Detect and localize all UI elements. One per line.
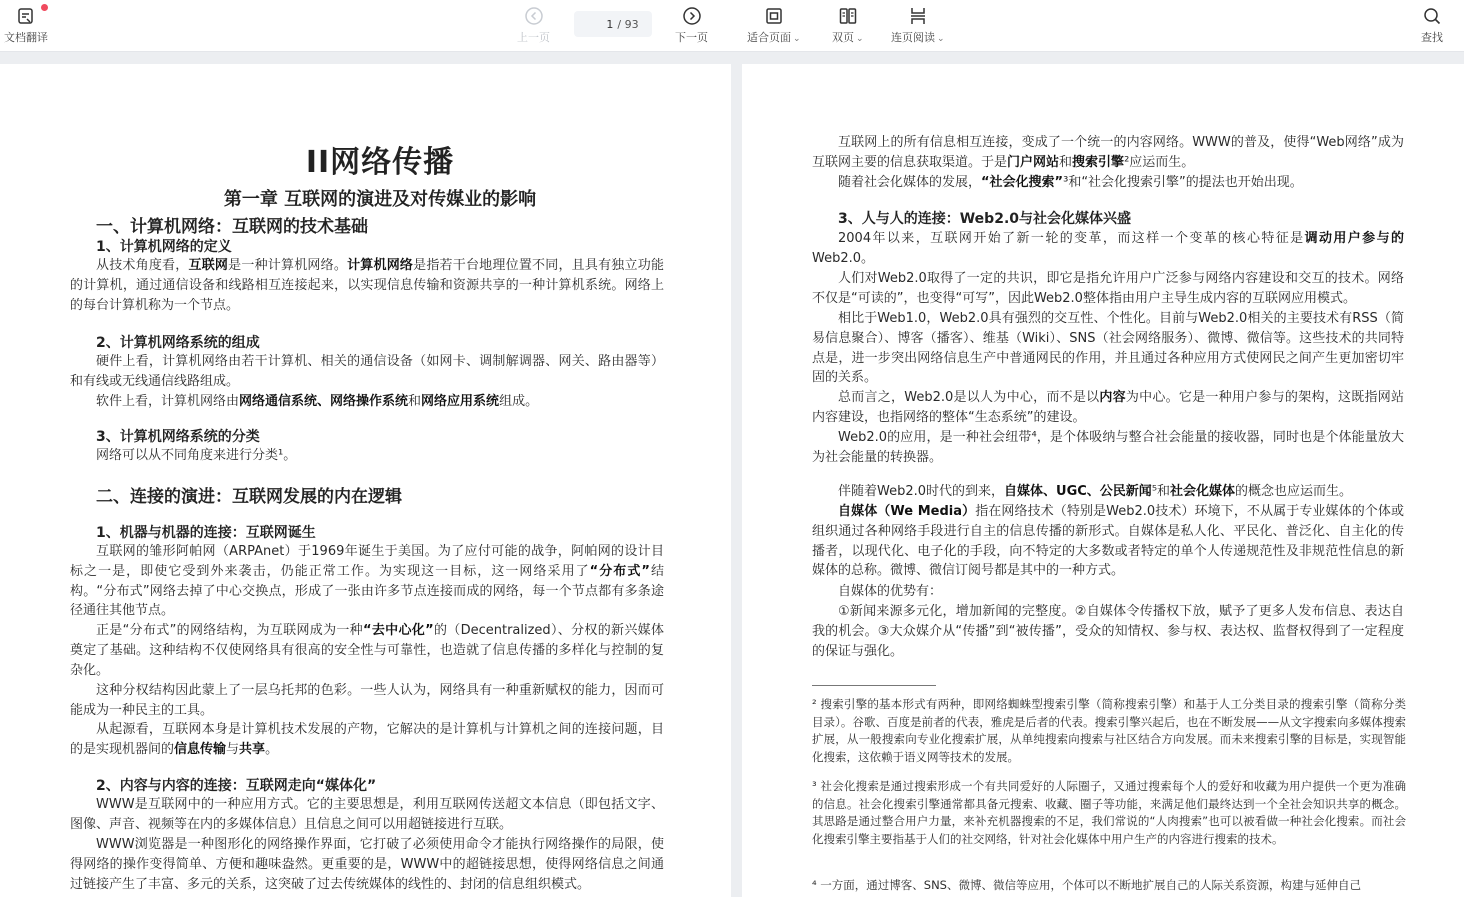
- arrow-left-circle-icon: [524, 6, 544, 26]
- document-page-left: [0, 64, 731, 897]
- paragraph: Web2.0的应用，是一种社会纽带⁴，是个体吸纳与整合社会能量的接收器，同时也是个体能量放大为社会能量的转换器。: [812, 430, 1404, 465]
- page-total: / 93: [617, 17, 639, 31]
- section-heading: 二、连接的演进：互联网发展的内在逻辑: [96, 487, 402, 507]
- paragraph: 伴随着Web2.0时代的到来，自媒体、UGC、公民新闻⁵和社会化媒体的概念也应运而生。: [838, 484, 1353, 499]
- paragraph: WWW是互联网中的一种应用方式。它的主要思想是，利用互联网传送超文本信息（即包括文字、图像、声音、视频等在内的多媒体信息）且信息之间可以用超链接进行互联。: [70, 797, 664, 832]
- double-page-icon: [838, 6, 858, 26]
- translate-label: 文档翻译: [4, 31, 48, 44]
- search-icon: [1422, 6, 1442, 26]
- paragraph: 正是“分布式”的网络结构，为互联网成为一种“去中心化”的（Decentralized）、分权的新兴媒体奠定了基础。这种结构不仅使网络具有很高的安全性与可靠性，也造就了信息传播的多样化与控制的复杂化。: [70, 623, 664, 678]
- paragraph: 互联网上的所有信息相互连接，变成了一个统一的内容网络。WWW的普及，使得“Web网络”成为互联网主要的信息获取渠道。于是门户网站和搜索引擎²应运而生。: [812, 135, 1404, 170]
- paragraph: 自媒体的优势有：: [838, 584, 943, 599]
- chevron-down-icon: ⌄: [793, 34, 801, 44]
- subsection-heading: 3、计算机网络系统的分类: [96, 429, 260, 445]
- paragraph: 从技术角度看，互联网是一种计算机网络。计算机网络是指若干台地理位置不同，且具有独立功能的计算机，通过通信设备和线路相互连接起来，以实现信息传输和资源共享的一种计算机系统。网络上的每台计算机称为一个节点。: [70, 258, 664, 313]
- paragraph: 相比于Web1.0，Web2.0具有强烈的交互性、个性化。目前与Web2.0相关的主要技术有RSS（简易信息聚合）、博客（播客）、维基（Wiki）、SNS（社会网络服务）、微博、微信等。这些技术的共同特点是，进一步突出网络信息生产中普通网民的作用，并且通过各种应用方式使网民之间产生更加密切牢固的关系。: [812, 311, 1404, 386]
- translate-button[interactable]: [4, 6, 48, 45]
- subsection-heading: 3、人与人的连接：Web2.0与社会化媒体兴盛: [838, 211, 1132, 227]
- paragraph: 人们对Web2.0取得了一定的共识，即它是指允许用户广泛参与网络内容建设和交互的技术。网络不仅是“可读的”，也变得“可写”，因此Web2.0整体指由用户主导生成内容的互联网应用模式。: [812, 271, 1404, 306]
- continuous-read-dropdown[interactable]: [891, 6, 945, 45]
- subsection-heading: 2、内容与内容的连接：互联网走向“媒体化”: [96, 778, 377, 794]
- notification-dot: [41, 4, 48, 11]
- paragraph: 互联网的雏形阿帕网（ARPAnet）于1969年诞生于美国。为了应付可能的战争，阿帕网的设计目标之一是，即使它受到外来袭击，仍能正常工作。为实现这一目标，这一网络采用了“分布式”结构。“分布式”网络去掉了中心交换点，形成了一张由许多节点连接而成的网络，每一个节点都有多条途径通往其他节点。: [70, 544, 664, 619]
- chevron-down-icon: ⌄: [856, 34, 864, 44]
- paragraph: 软件上看，计算机网络由网络通信系统、网络操作系统和网络应用系统组成。: [96, 394, 539, 409]
- subsection-heading: 2、计算机网络系统的组成: [96, 335, 260, 351]
- search-button[interactable]: [1421, 6, 1443, 45]
- document-title: II网络传播: [305, 145, 455, 180]
- paragraph: ①新闻来源多元化，增加新闻的完整度。②自媒体令传播权下放，赋予了更多人发布信息、表达自我的机会。③大众媒介从“传播”到“被传播”，受众的知情权、参与权、表达权、监督权得到了一定程度的保证与强化。: [812, 604, 1404, 659]
- footnote: ⁴ 一方面，通过博客、SNS、微博、微信等应用，个体可以不断地扩展自己的人际关系资源，构建与延伸自己: [812, 878, 1361, 892]
- search-label: 查找: [1421, 31, 1443, 44]
- fit-page-dropdown[interactable]: [747, 6, 801, 45]
- viewer-toolbar: [0, 0, 1464, 52]
- paragraph: 硬件上看，计算机网络由若干计算机、相关的通信设备（如网卡、调制解调器、网关、路由器等）和有线或无线通信线路组成。: [70, 354, 664, 389]
- page-indicator: [574, 11, 652, 37]
- next-page-label: 下一页: [675, 31, 708, 44]
- paragraph: 自媒体（We Media）指在网络技术（特别是Web2.0技术）环境下，不从属于专业媒体的个体或组织通过各种网络手段进行自主的信息传播的新形式。自媒体是私人化、平民化、普泛化、自主化的传播者，以现代化、电子化的手段，向不特定的大多数或者特定的单个人传递规范性及非规范性信息的新媒体的总称。微博、微信订阅号都是其中的一种方式。: [812, 504, 1404, 579]
- footnote-divider: [812, 685, 936, 686]
- page-number-input[interactable]: [587, 18, 613, 31]
- prev-page-button[interactable]: [517, 6, 550, 45]
- double-page-dropdown[interactable]: [832, 6, 864, 45]
- paragraph: 这种分权结构因此蒙上了一层乌托邦的色彩。一些人认为，网络具有一种重新赋权的能力，因而可能成为一种民主的工具。: [70, 683, 664, 718]
- chevron-down-icon: ⌄: [937, 34, 945, 44]
- translate-doc-icon: [16, 6, 36, 26]
- continuous-scroll-icon: [908, 6, 928, 26]
- arrow-right-circle-icon: [682, 6, 702, 26]
- document-page-right: [742, 64, 1464, 897]
- subsection-heading: 1、机器与机器的连接：互联网诞生: [96, 525, 316, 541]
- paragraph: 网络可以从不同角度来进行分类¹。: [96, 448, 297, 463]
- paragraph: 从起源看，互联网本身是计算机技术发展的产物，它解决的是计算机与计算机之间的连接问题，目的是实现机器间的信息传输与共享。: [70, 722, 664, 757]
- fit-page-icon: [764, 6, 784, 26]
- paragraph: 随着社会化媒体的发展，“社会化搜索”³和“社会化搜索引擎”的提法也开始出现。: [838, 175, 1303, 190]
- paragraph: WWW浏览器是一种图形化的网络操作界面，它打破了必须使用命令才能执行网络操作的局限，使得网络的操作变得简单、方便和趣味盎然。更重要的是，WWW中的超链接思想，使得网络信息之间通过链接产生了丰富、多元的关系，这突破了过去传统媒体的线性的、封闭的信息组织模式。: [70, 837, 664, 892]
- paragraph: 2004年以来，互联网开始了新一轮的变革，而这样一个变革的核心特征是调动用户参与的Web2.0。: [812, 231, 1404, 266]
- prev-page-label: 上一页: [517, 31, 550, 44]
- footnote: ² 搜索引擎的基本形式有两种，即网络蜘蛛型搜索引擎（简称搜索引擎）和基于人工分类目录的搜索引擎（简称分类目录）。谷歌、百度是前者的代表，雅虎是后者的代表。搜索引擎兴起后，也在不断发展——从文字搜索向多媒体搜索扩展，从一般搜索向专业化搜索扩展，从单纯搜索向搜索与社区结合方向发展。而未来搜索引擎的目标是，实现智能化搜索，这依赖于语义网等技术的发展。: [812, 697, 1406, 764]
- footnote: ³ 社会化搜索是通过搜索形成一个有共同爱好的人际圈子，又通过搜索每个人的爱好和收藏为用户提供一个更为准确的信息。社会化搜索引擎通常都具备元搜索、收藏、圈子等功能，来满足他们最终达到一个全社会知识共享的概念。其思路是通过整合用户力量，来补充机器搜索的不足，我们常说的“人肉搜索”也可以被看做一种社会化搜索。而社会化搜索引擎主要指基于人们的社交网络，针对社会化媒体中用户生产的内容进行搜索的技术。: [812, 779, 1406, 846]
- next-page-button[interactable]: [675, 6, 708, 45]
- paragraph: 总而言之，Web2.0是以人为中心，而不是以内容为中心。它是一种用户参与的架构，这既指网站内容建设，也指网络的整体“生态系统”的建设。: [812, 390, 1404, 425]
- double-page-label: 双页: [832, 31, 854, 44]
- subsection-heading: 1、计算机网络的定义: [96, 239, 232, 255]
- continuous-read-label: 连页阅读: [891, 31, 935, 44]
- chapter-title: 第一章 互联网的演进及对传媒业的影响: [223, 189, 537, 210]
- fit-page-label: 适合页面: [747, 31, 791, 44]
- section-heading: 一、计算机网络：互联网的技术基础: [96, 217, 368, 237]
